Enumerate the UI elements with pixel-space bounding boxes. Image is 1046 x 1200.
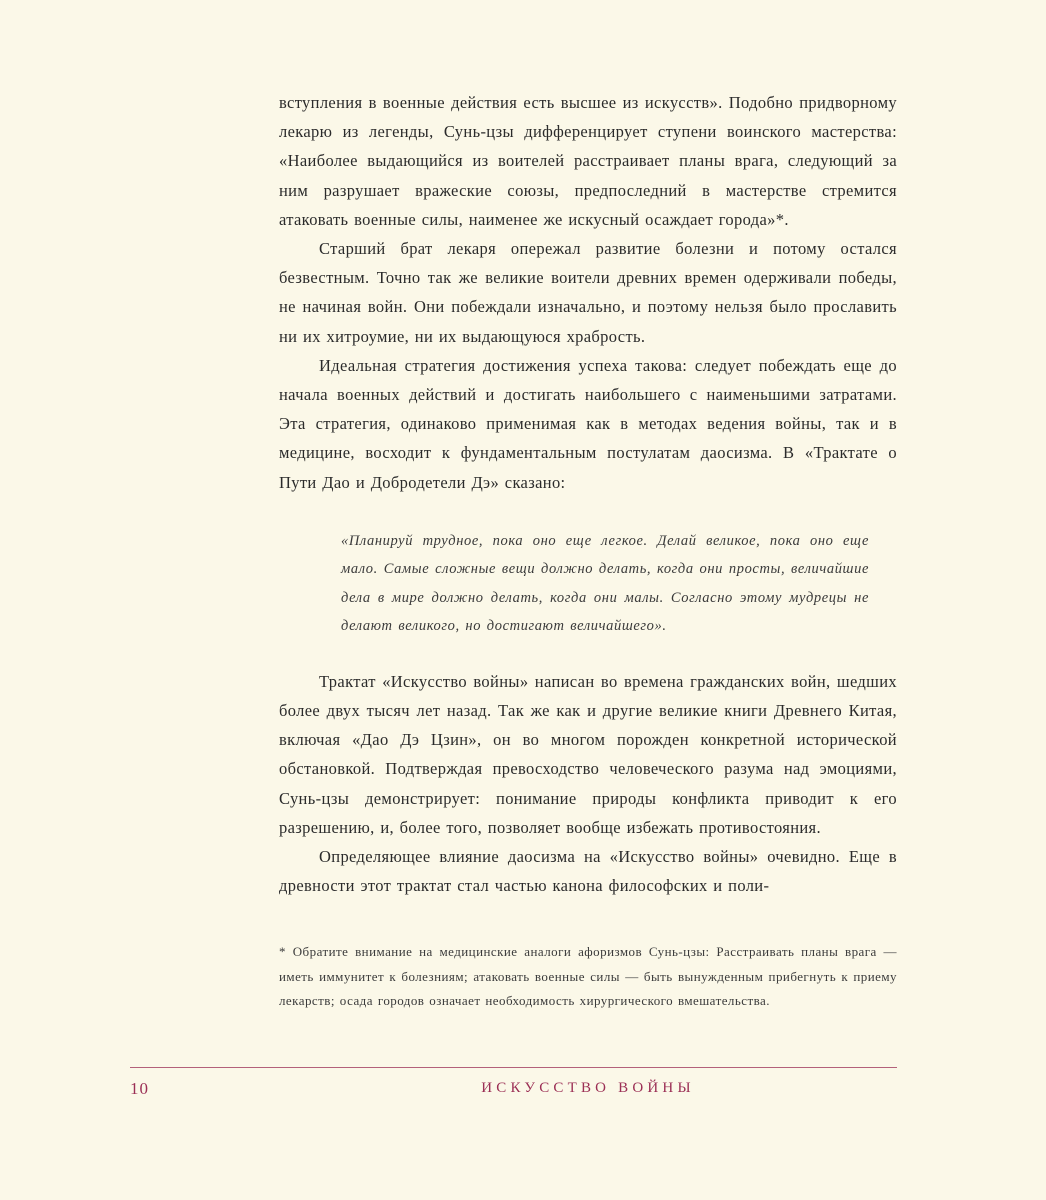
- paragraph-1: вступления в военные действия есть высшее из искусств». Подобно придворному лекарю из легенды, Сунь-цзы дифференцирует ступени воинского мастерства: «Наиболее выдающийся из воителей расстраивает планы врага, следующий за ним разрушает вражеские союзы, предпоследний в мастерстве стремится атаковать военные силы, наименее же искусный осаждает города»*.: [279, 93, 897, 229]
- page-body-text: [279, 88, 897, 900]
- footer-divider: [130, 1067, 897, 1068]
- paragraph-4: Трактат «Искусство войны» написан во времена гражданских войн, шедших более двух тысяч лет назад. Так же как и другие великие книги Древнего Китая, включая «Дао Дэ Цзин», он во многом порожден конкретной исторической обстановкой. Подтверждая превосходство человеческого разума над эмоциями, Сунь-цзы демонстрирует: понимание природы конфликта приводит к его разрешению, и, более того, позволяет вообще избежать противостояния.: [279, 671, 897, 837]
- paragraph-3: Идеальная стратегия достижения успеха такова: следует побеждать еще до начала военных действий и достигать наибольшего с наименьшими затратами. Эта стратегия, одинаково применимая как в методах ведения войны, так и в медицине, восходит к фундаментальным постулатам даосизма. В «Трактате о Пути Дао и Добродетели Дэ» сказано:: [279, 355, 897, 492]
- quote-spacer: [279, 641, 897, 667]
- page-number: 10: [130, 1079, 149, 1098]
- running-title: ИСКУССТВО ВОЙНЫ: [481, 1080, 695, 1096]
- footnote-text: * Обратите внимание на медицинские аналоги афоризмов Сунь-цзы: Расстраивать планы врага — иметь иммунитет к болезниям; атаковать военные силы — быть вынужденным прибегнуть к приему лекарств; осада городов означает необходимость хирургического вмешательства.: [279, 944, 897, 1008]
- paragraph-2: Старший брат лекаря опережал развитие болезни и потому остался безвестным. Точно так же великие воители древних времен одерживали победы, не начиная войн. Они побеждали изначально, и поэтому нельзя было прославить ни их хитроумие, ни их выдающуюся храбрость.: [279, 239, 897, 346]
- block-quote: «Планируй трудное, пока оно еще легкое. Делай великое, пока оно еще мало. Самые сложные вещи должно делать, когда они просты, величайшие дела в мире должно делать, когда они малы. Согласно этому мудрецы не делают великого, но достигают величайшего».: [341, 532, 869, 635]
- paragraph-5: Определяющее влияние даосизма на «Искусство войны» очевидно. Еще в древности этот трактат стал частью канона философских и поли-: [279, 847, 897, 896]
